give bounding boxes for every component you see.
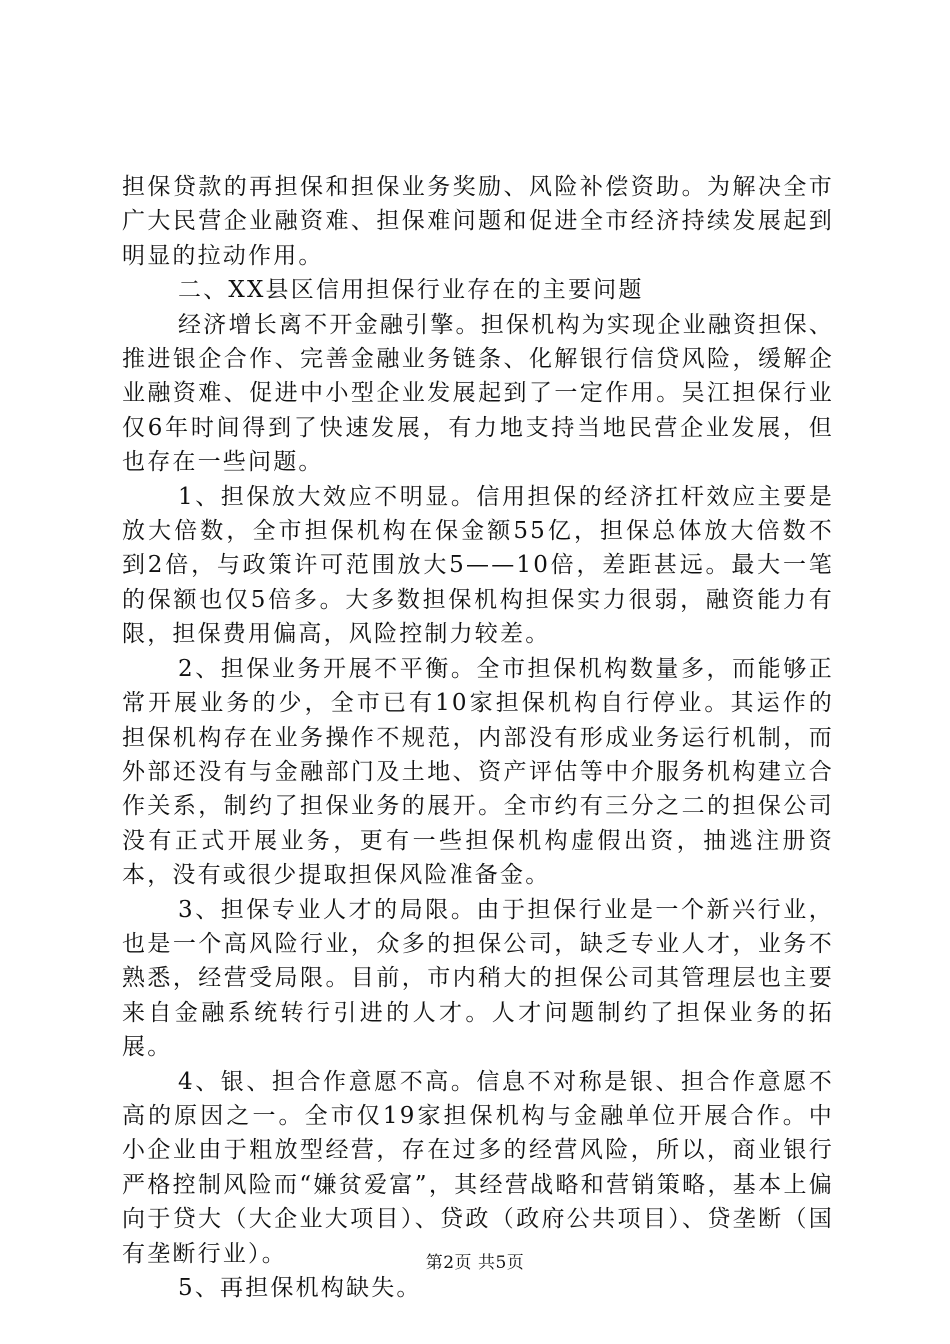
paragraph-issue-2: 2、担保业务开展不平衡。全市担保机构数量多，而能够正常开展业务的少，全市已有10家担保机构自行停业。其运作的担保机构存在业务操作不规范，内部没有形成业务运行机制，而外部还没有与金融部门及土地、资产评估等中介服务机构建立合作关系，制约了担保业务的展开。全市约有三分之二的担保公司没有正式开展业务，更有一些担保机构虚假出资，抽逃注册资本，没有或很少提取担保风险准备金。 [122,655,834,889]
section-heading: 二、XX县区信用担保行业存在的主要问题 [178,277,644,304]
paragraph-issue-3: 3、担保专业人才的局限。由于担保行业是一个新兴行业，也是一个高风险行业，众多的担保公司，缺乏专业人才，业务不熟悉，经营受局限。目前，市内稍大的担保公司其管理层也主要来自金融系统转行引进的人才。人才问题制约了担保业务的拓展。 [122,896,834,1061]
paragraph-issue-1: 1、担保放大效应不明显。信用担保的经济扛杆效应主要是放大倍数，全市担保机构在保金额55亿，担保总体放大倍数不到2倍，与政策许可范围放大5——10倍，差距甚远。最大一笔的保额也仅5倍多。大多数担保机构担保实力很弱，融资能力有限，担保费用偏高，风险控制力较差。 [122,483,834,648]
page-number-footer: 第2页 共5页 [425,1253,525,1273]
paragraph-issue-5: 5、再担保机构缺失。 [178,1275,422,1301]
document-body [122,170,834,1305]
paragraph-issue-4: 4、银、担合作意愿不高。信息不对称是银、担合作意愿不高的原因之一。全市仅19家担保机构与金融单位开展合作。中小企业由于粗放型经营，存在过多的经营风险，所以，商业银行严格控制风险而“嫌贫爱富”，其经营战略和营销策略，基本上偏向于贷大（大企业大项目）、贷政（政府公共项目）、贷垄断（国有垄断行业）。 [122,1068,834,1267]
paragraph-overview: 经济增长离不开金融引擎。担保机构为实现企业融资担保、推进银企合作、完善金融业务链条、化解银行信贷风险，缓解企业融资难、促进中小型企业发展起到了一定作用。吴江担保行业仅6年时间得到了快速发展，有力地支持当地民营企业发展，但也存在一些问题。 [122,311,834,476]
paragraph-intro-continuation: 担保贷款的再担保和担保业务奖励、风险补偿资助。为解决全市广大民营企业融资难、担保难问题和促进全市经济持续发展起到明显的拉动作用。 [122,174,834,269]
